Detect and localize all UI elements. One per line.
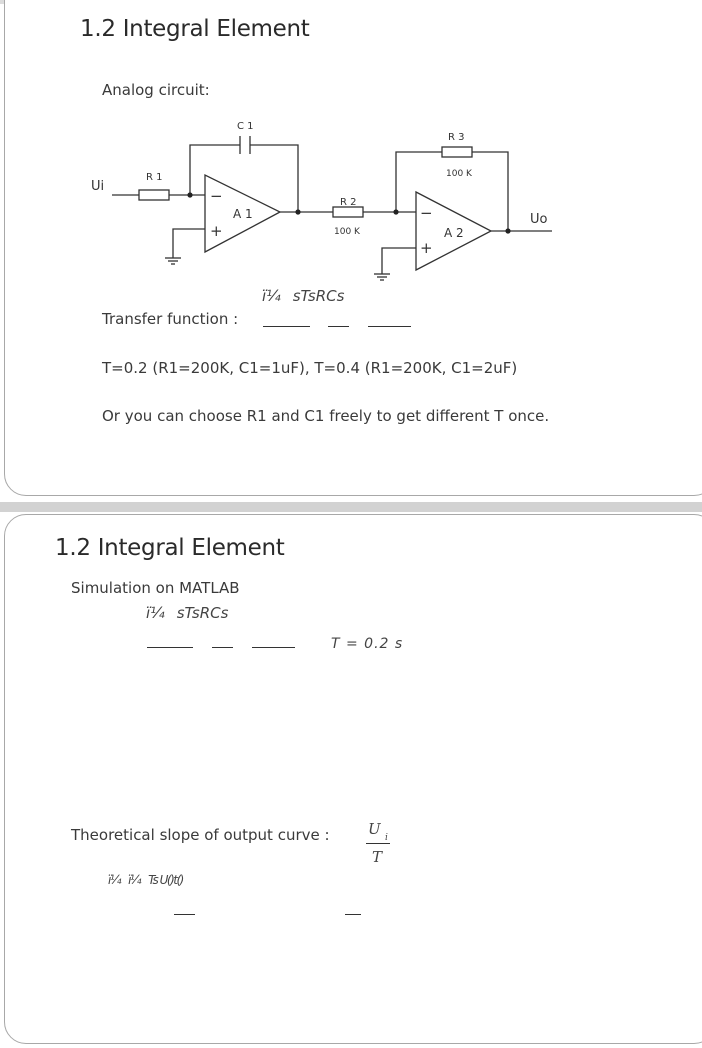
a2-label: A 2 [444,226,464,240]
fraction-bar [345,914,361,915]
r3-left-wire [396,152,442,212]
slope-subscript: i [385,833,388,843]
a1-ground-wire [173,229,205,258]
a2-ground-wire [382,248,416,274]
r2-resistor [333,207,363,217]
a1-minus-sign: − [210,187,223,205]
r1-label: R 1 [146,172,163,183]
a2-plus-sign: + [420,239,433,257]
t-values-text: T=0.2 (R1=200K, C1=1uF), T=0.4 (R1=200K, C1=2uF) [102,359,518,377]
transfer-formula-text: ï¼sTsRCs [262,287,345,305]
junction-dot [187,192,192,197]
input-label-ui: Ui [91,179,105,194]
theoretical-slope-label: Theoretical slope of output curve : [71,826,330,844]
r2-value: 100 K [334,227,360,237]
transfer-function-label: Transfer function : [102,310,239,328]
integrator-circuit-diagram [0,0,702,300]
choose-r1-c1-text: Or you can choose R1 and C1 freely to get different T once. [102,407,550,425]
fraction-bar [212,647,233,648]
slide-2-title: 1.2 Integral Element [55,535,285,561]
slope-numerator: U [368,820,381,838]
c1-right-wire [250,145,298,212]
a1-label: A 1 [233,207,253,221]
slope-fraction-bar [366,843,390,844]
simulation-formula-text: ï¼sTsRCs [146,604,229,622]
garbled-formula-text: ï¼ï¼Ts U()t() [108,873,183,887]
fraction-bar [328,326,349,327]
slide-separator [0,502,702,512]
analog-circuit-label: Analog circuit: [102,81,210,99]
fraction-bar [147,647,193,648]
r3-value: 100 K [446,169,472,179]
fraction-bar [252,647,295,648]
fraction-bar [263,326,310,327]
r2-label: R 2 [340,197,357,208]
fraction-bar [174,914,195,915]
junction-dot [505,228,510,233]
slope-denominator: T [372,848,383,866]
a1-plus-sign: + [210,222,223,240]
r1-resistor [139,190,169,200]
simulation-label: Simulation on MATLAB [71,579,240,597]
junction-dot [393,209,398,214]
junction-dot [295,209,300,214]
t-value-label: T = 0.2 s [331,636,404,652]
r3-resistor [442,147,472,157]
c1-label: C 1 [237,121,254,132]
slide-1-title: 1.2 Integral Element [80,16,310,42]
a2-minus-sign: − [420,204,433,222]
output-label-uo: Uo [530,212,548,227]
fraction-bar [368,326,411,327]
r3-label: R 3 [448,132,465,143]
r3-right-wire [472,152,508,231]
